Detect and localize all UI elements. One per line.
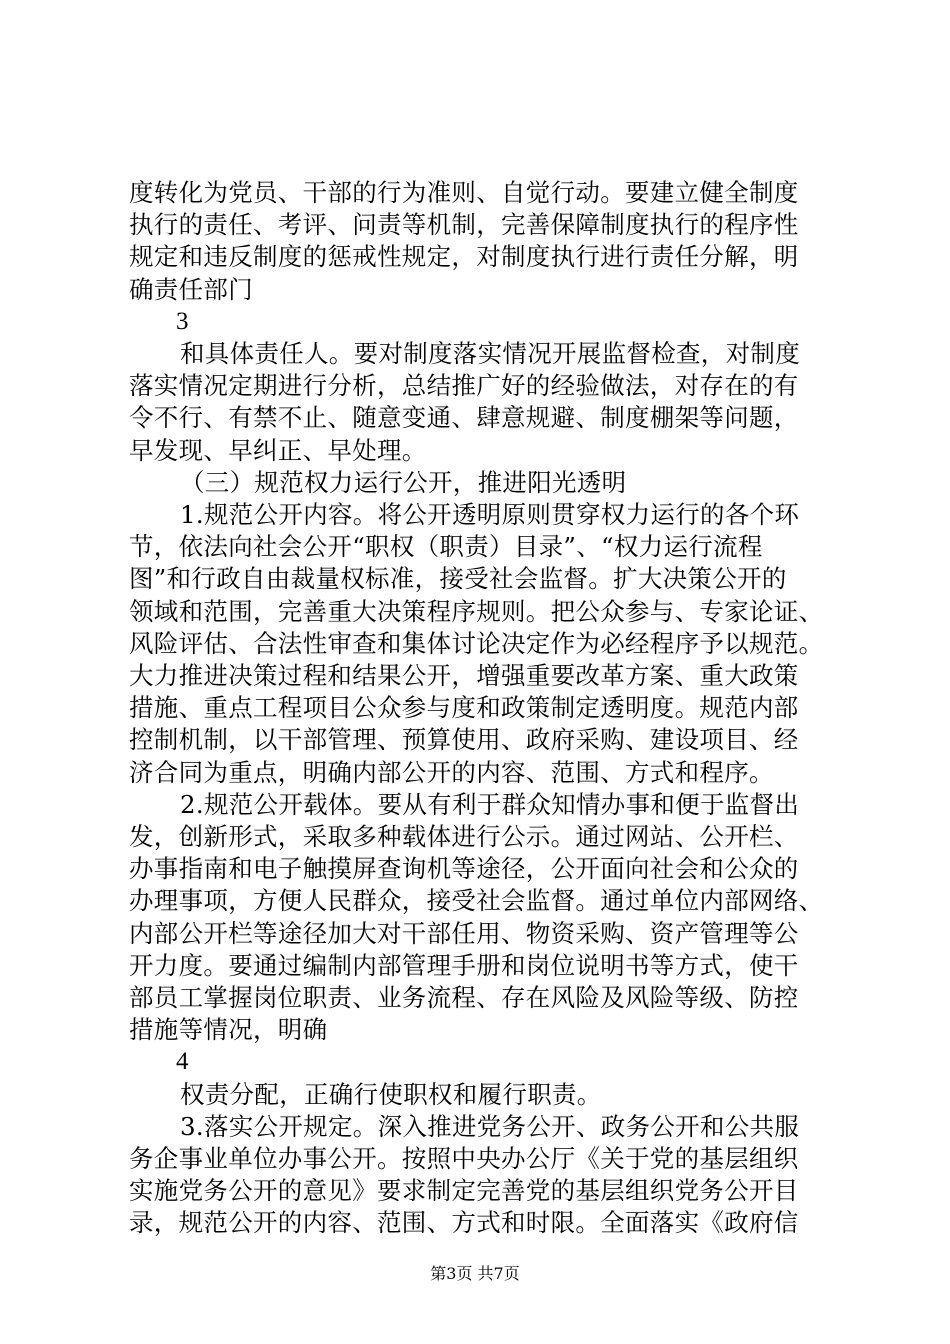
text-line: 度转化为党员、干部的行为准则、自觉行动。要建立健全制度 xyxy=(129,178,799,207)
text-line: 规定和违反制度的惩戒性规定，对制度执行进行责任分解，明 xyxy=(129,242,799,272)
text-line: 权责分配，正确行使职权和履行职责。 xyxy=(180,1079,602,1109)
text-line: 开力度。要通过编制内部管理手册和岗位说明书等方式，使干 xyxy=(129,950,799,980)
text-line: 和具体责任人。要对制度落实情况开展监督检查，对制度 xyxy=(180,339,800,368)
text-line: 3.落实公开规定。深入推进党务公开、政务公开和公共服 xyxy=(180,1111,800,1141)
text-line: （三）规范权力运行公开，推进阳光透明 xyxy=(180,467,627,497)
text-line: 录，规范公开的内容、范围、方式和时限。全面落实《政府信 xyxy=(129,1208,799,1238)
page-footer: 第3页 共7页 xyxy=(430,1264,520,1283)
text-line: 风险评估、合法性审查和集体讨论决定作为必经程序予以规范。 xyxy=(129,628,824,658)
text-line: 执行的责任、考评、问责等机制，完善保障制度执行的程序性 xyxy=(129,210,799,240)
text-line: 大力推进决策过程和结果公开，增强重要改革方案、重大政策 xyxy=(129,661,799,690)
text-line: 措施等情况，明确 xyxy=(129,1015,328,1045)
text-line: 图”和行政自由裁量权标准，接受社会监督。扩大决策公开的 xyxy=(129,564,787,594)
inline-page-number: 4 xyxy=(176,1048,189,1076)
text-line: 节，依法向社会公开“职权（职责）目录”、“权力运行流程 xyxy=(129,532,763,562)
text-line: 办事指南和电子触摸屏查询机等途径，公开面向社会和公众的 xyxy=(129,854,799,884)
text-line: 1.规范公开内容。将公开透明原则贯穿权力运行的各个环 xyxy=(180,500,800,529)
text-line: 2.规范公开载体。要从有利于群众知情办事和便于监督出 xyxy=(180,789,800,819)
text-line: 办理事项，方便人民群众，接受社会监督。通过单位内部网络、 xyxy=(129,886,824,916)
text-line: 部员工掌握岗位职责、业务流程、存在风险及风险等级、防控 xyxy=(129,983,799,1012)
text-line: 发，创新形式，采取多种载体进行公示。通过网站、公开栏、 xyxy=(129,822,799,851)
text-line: 领域和范围，完善重大决策程序规则。把公众参与、专家论证、 xyxy=(129,596,824,626)
text-line: 务企事业单位办事公开。按照中央办公厅《关于党的基层组织 xyxy=(129,1144,799,1173)
text-line: 早发现、早纠正、早处理。 xyxy=(129,435,427,465)
text-line: 措施、重点工程项目公众参与度和政策制定透明度。规范内部 xyxy=(129,693,799,723)
text-line: 实施党务公开的意见》要求制定完善党的基层组织党务公开目 xyxy=(129,1176,799,1206)
text-line: 内部公开栏等途径加大对干部任用、物资采购、资产管理等公 xyxy=(129,918,799,948)
text-line: 控制机制，以干部管理、预算使用、政府采购、建设项目、经 xyxy=(129,725,799,755)
text-line: 确责任部门 xyxy=(129,274,253,304)
text-line: 落实情况定期进行分析，总结推广好的经验做法，对存在的有 xyxy=(129,371,799,401)
inline-page-number: 3 xyxy=(176,307,189,335)
text-line: 济合同为重点，明确内部公开的内容、范围、方式和程序。 xyxy=(129,757,774,787)
text-line: 令不行、有禁不止、随意变通、肆意规避、制度棚架等问题， xyxy=(129,403,799,433)
